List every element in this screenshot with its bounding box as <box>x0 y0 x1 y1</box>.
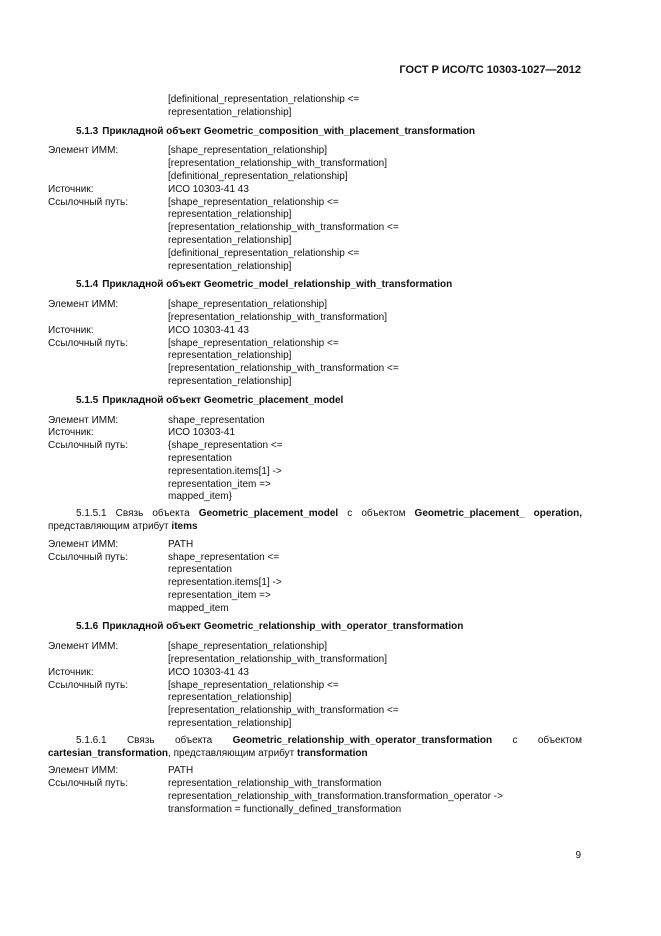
document-body <box>48 94 582 817</box>
section-heading-5-1-4 <box>48 279 582 292</box>
source-value: ИСО 10303-41 43 <box>168 183 249 195</box>
continuation-text: [definitional_representation_relationship <= representation_relationship] <box>168 94 360 118</box>
path-value: representation_relationship_with_transformation representation_relationship_with_transformation.transformation_operator -> transformation = functionally_defined_transformation <box>168 778 503 815</box>
element-row <box>48 299 582 325</box>
element-row <box>48 415 582 428</box>
source-row <box>48 427 582 440</box>
section-number: 5.1.5 <box>76 394 99 406</box>
attribute-name: items <box>171 520 198 532</box>
paragraph-5-1-6-1 <box>48 735 582 761</box>
path-value: [shape_representation_relationship <= representation_relationship] [representation_relationship_with_transformation <= representation_relationship] <box>168 337 399 387</box>
element-label: Элемент ИММ: <box>48 145 119 157</box>
source-value: ИСО 10303-41 43 <box>168 324 249 336</box>
section-heading-5-1-5 <box>48 395 582 408</box>
element-value: PATH <box>168 538 194 550</box>
element-label: Элемент ИММ: <box>48 414 119 426</box>
source-value: ИСО 10303-41 43 <box>168 666 249 678</box>
element-value: [shape_representation_relationship] [representation_relationship_with_transformation] [definitional_representation_relationship] <box>168 145 388 182</box>
source-value: ИСО 10303-41 <box>168 427 236 439</box>
section-title: Прикладной объект Geometric_model_relationship_with_transformation <box>102 279 453 291</box>
section-title: Прикладной объект Geometric_composition_with_placement_transformation <box>102 125 476 137</box>
path-value: shape_representation <= representation representation.items[1] -> representation_item => mapped_item <box>168 551 282 614</box>
entity-name: Geometric_placement_model <box>198 508 339 520</box>
page-header: ГОСТ Р ИСО/ТС 10303-1027—2012 <box>399 64 581 76</box>
paragraph-number: 5.1.6.1 <box>76 734 107 746</box>
path-label: Ссылочный путь: <box>48 440 128 452</box>
source-label: Источник: <box>48 666 94 678</box>
path-value: {shape_representation <= representation representation.items[1] -> representation_item => mapped_item} <box>168 440 283 503</box>
path-label: Ссылочный путь: <box>48 778 128 790</box>
section-title: Прикладной объект Geometric_relationship_with_operator_transformation <box>102 621 464 633</box>
path-row <box>48 338 582 389</box>
element-row <box>48 765 582 778</box>
paragraph-text: Связь объекта <box>106 734 233 746</box>
element-label: Элемент ИММ: <box>48 299 119 311</box>
path-value: [shape_representation_relationship <= representation_relationship] [representation_relationship_with_transformation <= representation_relationship] <box>168 679 399 730</box>
paragraph-text: представляющим атрибут <box>48 520 172 532</box>
path-value: [shape_representation_relationship <= representation_relationship] [representation_relationship_with_transformation <= representation_relationship] [definitional_representation_relationship <= representation_relationship] <box>168 196 399 272</box>
page-number: 9 <box>575 850 581 861</box>
path-label: Ссылочный путь: <box>48 196 128 208</box>
section-number: 5.1.6 <box>76 621 99 633</box>
section-heading-5-1-6 <box>48 621 582 634</box>
source-label: Источник: <box>48 427 94 439</box>
element-label: Элемент ИММ: <box>48 765 119 777</box>
path-row <box>48 680 582 731</box>
section-number: 5.1.3 <box>76 125 99 137</box>
paragraph-text: Связь объекта <box>106 508 199 520</box>
source-label: Источник: <box>48 324 94 336</box>
element-value: [shape_representation_relationship] [representation_relationship_with_transformation] <box>168 641 388 666</box>
section-heading-5-1-3 <box>48 126 582 139</box>
path-label: Ссылочный путь: <box>48 551 128 563</box>
section-title: Прикладной объект Geometric_placement_model <box>102 394 344 406</box>
element-row <box>48 145 582 183</box>
element-label: Элемент ИММ: <box>48 538 119 550</box>
path-row <box>48 197 582 274</box>
source-label: Источник: <box>48 183 94 195</box>
paragraph-text: с объектом <box>338 508 415 520</box>
paragraph-5-1-5-1 <box>48 508 582 534</box>
paragraph-text: , представляющим атрибут <box>168 747 298 759</box>
element-row <box>48 641 582 667</box>
entity-name: Geometric_relationship_with_operator_transformation <box>232 734 493 746</box>
entity-name: Geometric_placement_ operation, <box>414 508 582 520</box>
paragraph-number: 5.1.5.1 <box>76 508 107 520</box>
path-row <box>48 552 582 616</box>
element-value: PATH <box>168 765 194 777</box>
path-label: Ссылочный путь: <box>48 679 128 691</box>
source-row <box>48 667 582 680</box>
path-row <box>48 778 582 816</box>
entity-name: cartesian_transformation <box>48 747 169 759</box>
source-row <box>48 325 582 338</box>
element-value: [shape_representation_relationship] [representation_relationship_with_transformation] <box>168 299 388 323</box>
source-row <box>48 184 582 197</box>
path-row <box>48 440 582 504</box>
attribute-name: transformation <box>297 747 368 759</box>
element-label: Элемент ИММ: <box>48 641 119 653</box>
element-value: shape_representation <box>168 414 265 426</box>
section-number: 5.1.4 <box>76 279 99 291</box>
element-row <box>48 539 582 552</box>
paragraph-text: с объектом <box>492 734 582 746</box>
path-label: Ссылочный путь: <box>48 337 128 349</box>
